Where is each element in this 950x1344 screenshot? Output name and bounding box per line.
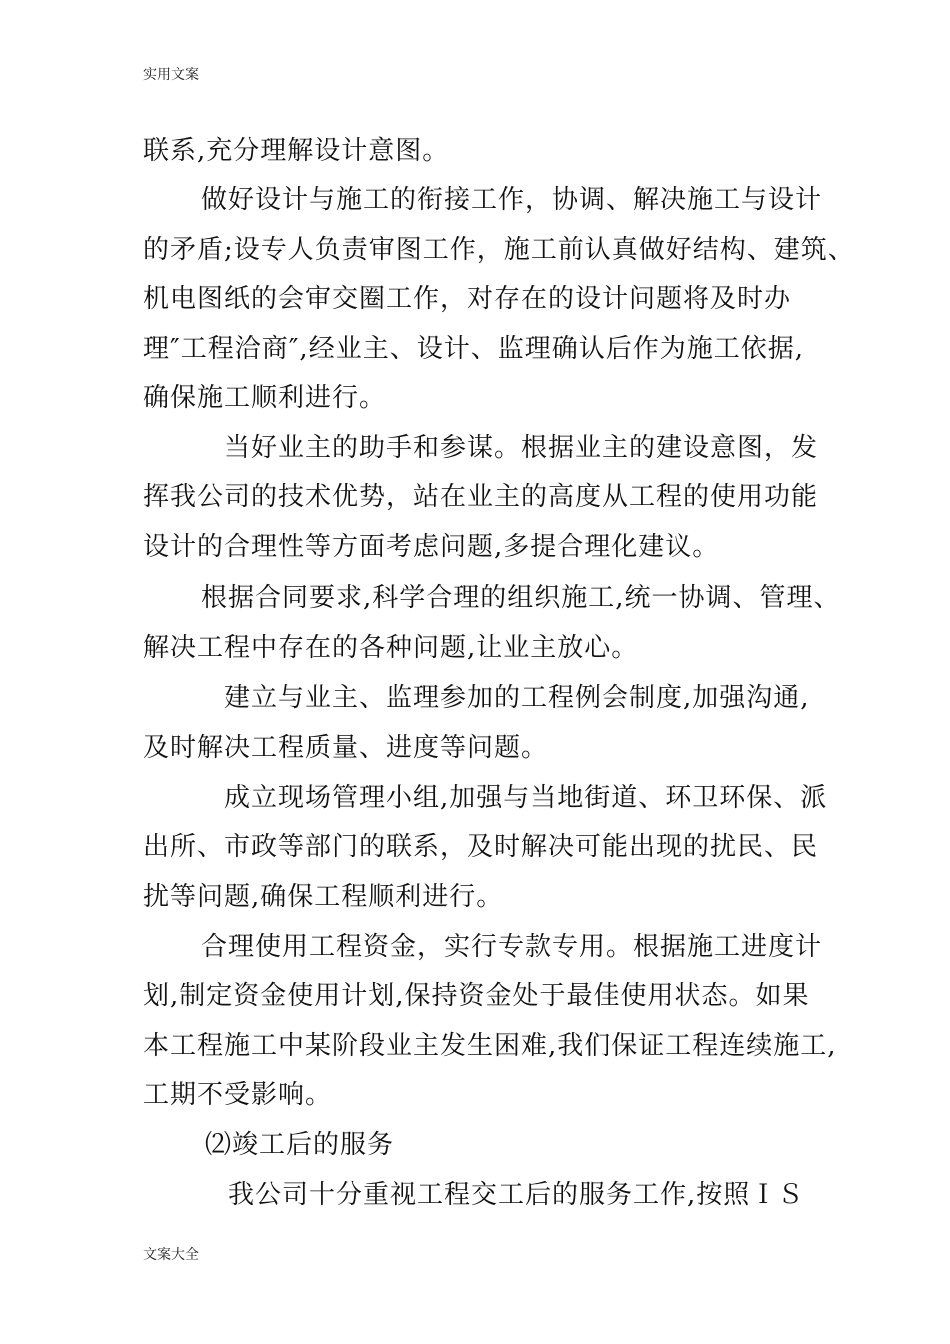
text-line: 确保施工顺利进行。 — [143, 383, 387, 413]
text-line: 机电图纸的会审交圈工作，对存在的设计问题将及时办 — [143, 284, 792, 314]
text-line: 出所、市政等部门的联系，及时解决可能出现的扰民、民 — [143, 832, 819, 862]
text-line: 挥我公司的技术优势，站在业主的高度从工程的使用功能 — [143, 482, 819, 512]
text-line: 扰等问题,确保工程顺利进行。 — [143, 882, 504, 912]
text-line: 设计的合理性等方面考虑问题,多提合理化建议。 — [143, 532, 720, 562]
text-line: 工期不受影响。 — [143, 1080, 333, 1110]
text-line: 本工程施工中某阶段业主发生困难,我们保证工程连续施工, — [143, 1031, 837, 1061]
text-line: 成立现场管理小组,加强与当地街道、环卫环保、派 — [224, 783, 828, 813]
text-line: 当好业主的助手和参谋。根据业主的建设意图，发 — [224, 433, 819, 463]
text-line: 我公司十分重视工程交工后的服务工作,按照ＩＳ — [228, 1180, 805, 1210]
text-line: 合理使用工程资金，实行专款专用。根据施工进度计 — [201, 932, 823, 962]
text-line: 的矛盾;设专人负责审图工作，施工前认真做好结构、建筑、 — [143, 235, 855, 265]
text-line: 划,制定资金使用计划,保持资金处于最佳使用状态。如果 — [143, 981, 810, 1011]
section-heading: ⑵竣工后的服务 — [205, 1130, 395, 1160]
text-line: 解决工程中存在的各种问题,让业主放心。 — [143, 633, 639, 663]
page-footer: 文案大全 — [143, 1247, 199, 1263]
text-line: 理″工程洽商″,经业主、设计、监理确认后作为施工依据, — [143, 334, 804, 364]
text-line: 及时解决工程质量、进度等问题。 — [143, 733, 549, 763]
text-line: 建立与业主、监理参加的工程例会制度,加强沟通, — [224, 683, 810, 713]
text-line: 做好设计与施工的衔接工作，协调、解决施工与设计 — [201, 185, 823, 215]
text-line: 根据合同要求,科学合理的组织施工,统一协调、管理、 — [201, 583, 841, 613]
page-header: 实用文案 — [143, 67, 199, 83]
text-line: 联系,充分理解设计意图。 — [143, 136, 450, 166]
